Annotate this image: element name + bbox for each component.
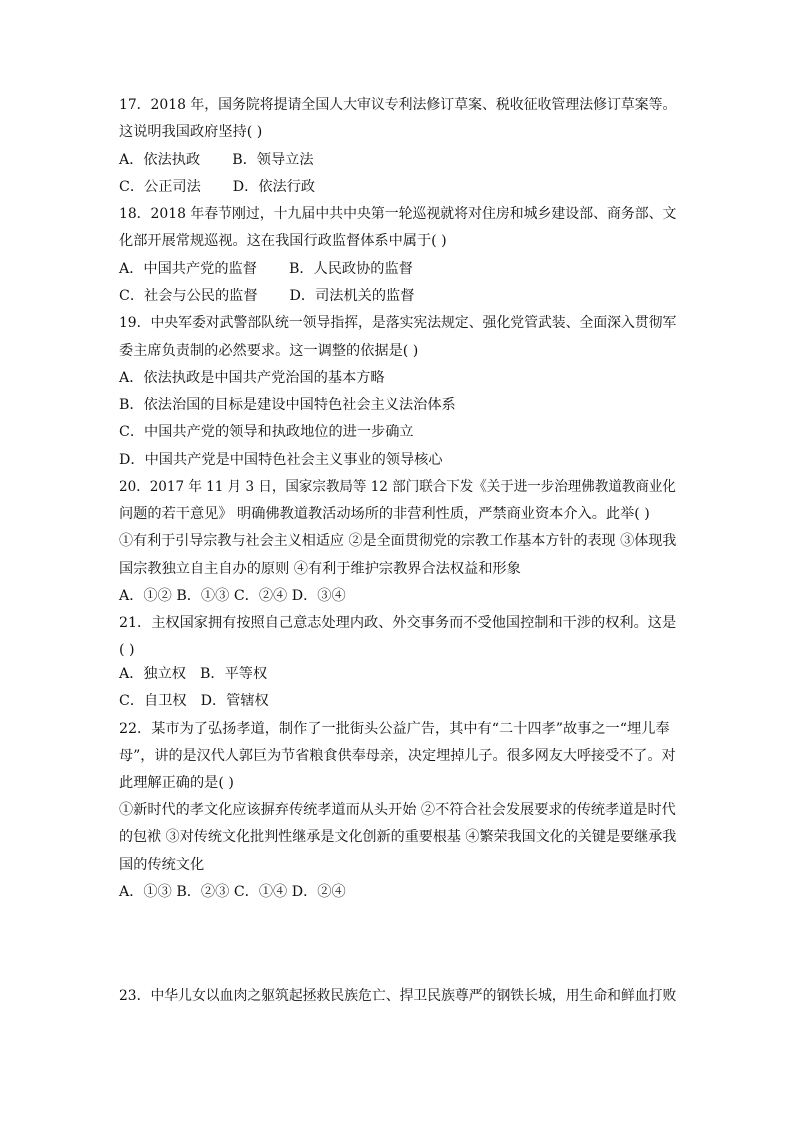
- q17-option-b: B．领导立法: [232, 152, 314, 168]
- q18-option-d: D．司法机关的监督: [289, 288, 415, 304]
- q20-statements-line1: ①有利于引导宗教与社会主义相适应 ②是全面贯彻党的宗教工作基本方针的表现 ③体现我: [119, 533, 677, 549]
- q17-stem-line2: 这说明我国政府坚持( ): [119, 124, 263, 140]
- q18-stem-line1: 18．2018 年春节刚过，十九届中共中央第一轮巡视就将对住房和城乡建设部、商务部、文: [119, 206, 677, 222]
- q17-options-row1: [119, 150, 314, 170]
- q21-options-row1: [119, 664, 267, 684]
- q17-option-a: A．依法执政: [119, 152, 201, 168]
- q22-stem-line2: 母”，讲的是汉代人郭巨为节省粮食供奉母亲，决定埋掉儿子。很多网友大呼接受不了。对: [119, 748, 676, 764]
- q19-stem-line2: 委主席负责制的必然要求。这一调整的依据是( ): [119, 343, 419, 359]
- q20-choices: A．①② B．①③ C．②④ D．③④: [119, 588, 346, 604]
- q18-stem-line2: 化部开展常规巡视。这在我国行政监督体系中属于( ): [119, 233, 447, 249]
- q23-stem-line1: 23．中华儿女以血肉之躯筑起拯救民族危亡、捍卫民族尊严的钢铁长城，用生命和鲜血打败: [119, 988, 677, 1004]
- q21-option-a: A．独立权: [119, 666, 186, 682]
- q19-option-c: C．中国共产党的领导和执政地位的进一步确立: [119, 424, 414, 440]
- q19-stem-line1: 19．中央军委对武警部队统一领导指挥，是落实宪法规定、强化党管武装、全面深入贯彻军: [119, 315, 677, 331]
- q22-statements-line3: 国的传统文化: [119, 857, 205, 873]
- q21-options-row2: [119, 691, 269, 711]
- q18-option-c: C．社会与公民的监督: [119, 288, 258, 304]
- q22-statements-line1: ①新时代的孝文化应该摒弃传统孝道而从头开始 ②不符合社会发展要求的传统孝道是时代: [119, 802, 676, 818]
- q17-stem-line1: 17．2018 年，国务院将提请全国人大审议专利法修订草案、税收征收管理法修订草案等。: [119, 97, 677, 113]
- q18-option-a: A．中国共产党的监督: [119, 261, 257, 277]
- q20-statements-line2: 国宗教独立自主自办的原则 ④有利于维护宗教界合法权益和形象: [119, 561, 521, 577]
- q20-stem-line2: 问题的若干意见》 明确佛教道教活动场所的非营利性质，严禁商业资本介入。此举( ): [119, 506, 650, 522]
- q19-option-b: B．依法治国的目标是建设中国特色社会主义法治体系: [119, 397, 456, 413]
- q18-options-row2: [119, 286, 414, 306]
- q17-options-row2: [119, 177, 315, 197]
- q19-option-d: D．中国共产党是中国特色社会主义事业的领导核心: [119, 452, 443, 468]
- q17-option-d: D．依法行政: [232, 179, 316, 195]
- q22-stem-line3: 此理解正确的是( ): [119, 775, 234, 791]
- q18-options-row1: [119, 259, 413, 279]
- q21-stem-line1: 21．主权国家拥有按照自己意志处理内政、外交事务而不受他国控制和干涉的权利。这是: [119, 615, 677, 631]
- q21-stem-line2: ( ): [119, 642, 135, 658]
- q18-option-b: B．人民政协的监督: [288, 261, 413, 277]
- q19-option-a: A．依法执政是中国共产党治国的基本方略: [119, 370, 385, 386]
- q22-choices: A．①③ B．②③ C．①④ D．②④: [119, 884, 346, 900]
- q21-option-b: B．平等权: [200, 666, 268, 682]
- q22-statements-line2: 的包袱 ③对传统文化批判性继承是文化创新的重要根基 ④繁荣我国文化的关键是要继承我: [119, 829, 677, 845]
- q21-option-c: C．自卫权: [119, 693, 187, 709]
- q21-option-d: D．管辖权: [200, 693, 269, 709]
- q22-stem-line1: 22．某市为了弘扬孝道，制作了一批街头公益广告，其中有“二十四孝”故事之一“埋儿奉: [119, 721, 670, 737]
- q20-stem-line1: 20．2017 年 11 月 3 日，国家宗教局等 12 部门联合下发《关于进一步治理佛教道教商业化: [119, 479, 676, 495]
- q17-option-c: C．公正司法: [119, 179, 201, 195]
